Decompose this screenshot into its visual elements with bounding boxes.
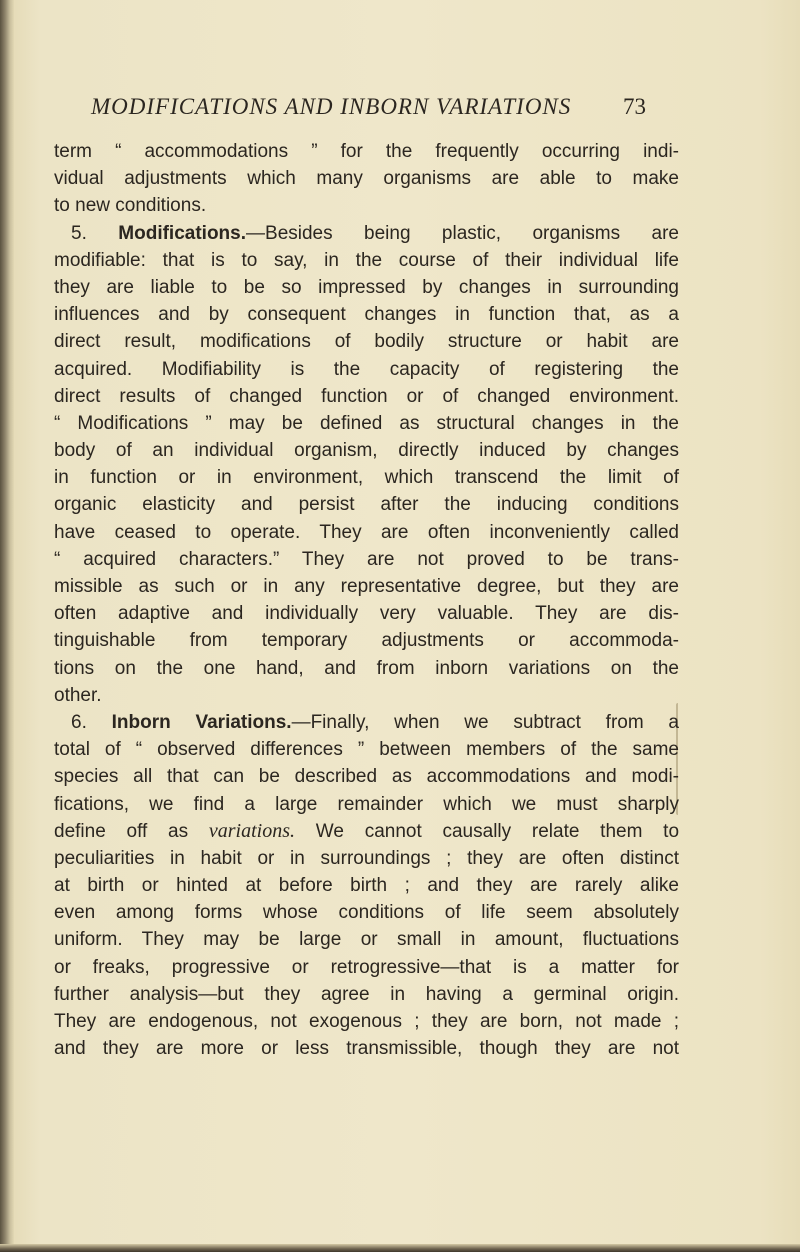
page-number: 73: [623, 94, 646, 119]
text-line: to new conditions.: [54, 195, 207, 217]
text-line: direct result, modifications of bodily structure or habit are: [54, 331, 679, 353]
text-line: or freaks, progressive or retrogressive—that is a matter for: [54, 956, 679, 978]
section-heading-inborn-variations: Inborn Variations.: [111, 711, 292, 733]
body-text: [54, 138, 679, 1062]
page-bottom-edge: [0, 1244, 800, 1252]
text-line: peculiarities in habit or in surroundings ; they are often distinct: [54, 847, 679, 869]
section-heading-modifications: Modifications.: [118, 222, 247, 244]
running-head: [91, 94, 691, 124]
running-head-title: MODIFICATIONS AND INBORN VARIATIONS: [91, 94, 572, 119]
text-fragment: We cannot causally relate them to: [315, 820, 680, 842]
text-line: they are liable to be so impressed by changes in surrounding: [54, 276, 679, 298]
text-line: modifiable: that is to say, in the course of their individual life: [54, 249, 679, 271]
text-line: vidual adjustments which many organisms are able to make: [54, 168, 679, 190]
section-5-first-line: [54, 220, 679, 247]
text-line: and they are more or less transmissible, though they are not: [54, 1038, 679, 1060]
text-line: direct results of changed function or of changed environment.: [54, 385, 679, 407]
section-number: 6.: [71, 711, 87, 733]
text-line-with-emphasis: [54, 818, 679, 845]
text-fragment: —Finally, when we subtract from a: [291, 711, 679, 733]
emphasis-variations: variations.: [208, 819, 296, 842]
text-line: other.: [54, 684, 102, 706]
text-line: missible as such or in any representative degree, but they are: [54, 576, 679, 597]
section-number: 5.: [71, 222, 87, 244]
text-line: in function or in environment, which transcend the limit of: [54, 467, 679, 489]
text-line: They are endogenous, not exogenous ; they are born, not made ;: [54, 1011, 679, 1032]
text-line: at birth or hinted at before birth ; and they are rarely alike: [54, 875, 679, 897]
text-line: have ceased to operate. They are often inconveniently called: [54, 521, 679, 543]
section-6-first-line: [54, 709, 679, 736]
text-line: often adaptive and individually very valuable. They are dis-: [54, 603, 679, 625]
text-line: uniform. They may be large or small in amount, fluctuations: [54, 929, 679, 951]
text-fragment: define off as: [54, 820, 189, 842]
text-line: tions on the one hand, and from inborn variations on the: [54, 657, 679, 679]
text-line: influences and by consequent changes in function that, as a: [54, 304, 679, 326]
text-line: species all that can be described as accommodations and modi-: [54, 766, 679, 788]
text-line: term “ accommodations ” for the frequently occurring indi-: [54, 141, 679, 162]
text-line: “ Modifications ” may be defined as structural changes in the: [54, 412, 679, 434]
text-fragment: —Besides being plastic, organisms are: [246, 222, 680, 244]
text-line: further analysis—but they agree in having a germinal origin.: [54, 983, 679, 1005]
text-line: organic elasticity and persist after the inducing conditions: [54, 494, 679, 516]
text-line: fications, we find a large remainder which we must sharply: [54, 793, 679, 815]
text-line: body of an individual organism, directly induced by changes: [54, 440, 679, 462]
text-line: “ acquired characters.” They are not proved to be trans-: [54, 548, 679, 570]
book-spine-shadow: [0, 0, 14, 1252]
text-line: even among forms whose conditions of life seem absolutely: [54, 902, 679, 924]
text-line: total of “ observed differences ” between members of the same: [54, 739, 679, 761]
text-line: tinguishable from temporary adjustments or accommoda-: [54, 630, 679, 652]
text-line: acquired. Modifiability is the capacity of registering the: [54, 358, 679, 380]
